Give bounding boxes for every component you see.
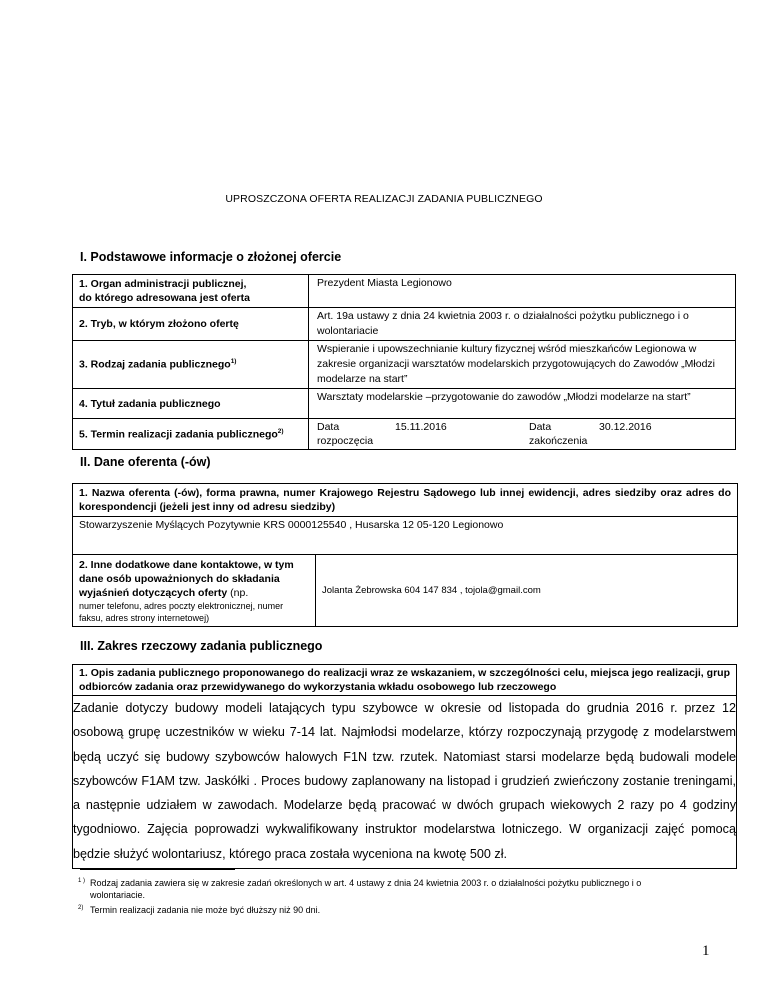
footnote-ref-1: 1) — [230, 358, 237, 366]
mode-value: Art. 19a ustawy z dnia 24 kwietnia 2003 r. o działalności pożytku publicznego i o wolontariacie — [309, 308, 736, 341]
term-dates — [309, 419, 736, 450]
footnote-1 — [78, 877, 690, 901]
mode-label: 2. Tryb, w którym złożono ofertę — [73, 308, 309, 341]
footnote-ref-2: 2) — [277, 427, 284, 435]
contact-value: Jolanta Żebrowska 604 147 834 , tojola@gmail.com — [316, 555, 738, 627]
start-date-value: 15.11.2016 — [395, 421, 447, 433]
contact-label — [73, 555, 316, 627]
task-type-label — [73, 341, 309, 389]
task-type-value: Wspieranie i upowszechnianie kultury fizycznej wśród mieszkańców Legionowa w zakresie organizacji warsztatów modelarskich przygotowujących do Zawodów „Młodzi modelarze na start” — [309, 341, 736, 389]
applicant-name-value: Stowarzyszenie Myślących Pozytywnie KRS 0000125540 , Husarska 12 05-120 Legionowo — [73, 517, 738, 555]
section-3-heading: III. Zakres rzeczowy zadania publicznego — [80, 639, 323, 653]
footnote-rule — [80, 869, 235, 870]
footnote-1-text: Rodzaj zadania zawiera się w zakresie zadań określonych w art. 4 ustawy z dnia 24 kwietnia 2003 r. o działalności pożytku publicznego i o wolontariacie. — [90, 878, 642, 900]
section-1-heading: I. Podstawowe informacje o złożonej ofercie — [80, 250, 342, 264]
task-title-value: Warsztaty modelarskie –przygotowanie do zawodów „Młodzi modelarze na start” — [309, 389, 736, 419]
task-type-label-text: 3. Rodzaj zadania publicznego — [79, 358, 231, 371]
footnote-2 — [78, 904, 690, 916]
contact-label-small: numer telefonu, adres poczty elektronicznej, numer faksu, adres strony internetowej) — [79, 601, 284, 623]
organ-label: 1. Organ administracji publicznej, do którego adresowana jest oferta — [73, 275, 309, 308]
task-title-label: 4. Tytuł zadania publicznego — [73, 389, 309, 419]
scope-table — [72, 664, 737, 869]
footnote-2-text: Termin realizacji zadania nie może być dłuższy niż 90 dni. — [90, 905, 321, 915]
page-number: 1 — [702, 943, 710, 959]
applicant-table — [72, 483, 738, 627]
basic-info-table — [72, 274, 736, 450]
organ-value: Prezydent Miasta Legionowo — [309, 275, 736, 308]
description-header: 1. Opis zadania publicznego proponowanego do realizacji wraz ze wskazaniem, w szczególności celu, miejsca jego realizacji, grup odbiorców zadania oraz przewidywanego do wykorzystania wkładu osobowego lub rzeczowego — [73, 665, 737, 696]
applicant-name-header: 1. Nazwa oferenta (-ów), forma prawna, numer Krajowego Rejestru Sądowego lub innej ewidencji, adres siedziby oraz adres do korespondencji (jeżeli jest inny od adresu siedziby) — [73, 484, 738, 517]
term-label-text: 5. Termin realizacji zadania publicznego — [79, 428, 278, 441]
contact-label-bold: 2. Inne dodatkowe dane kontaktowe, w tym dane osób upoważnionych do składania wyjaśnień dotyczących oferty — [79, 559, 294, 599]
section-2-heading: II. Dane oferenta (-ów) — [80, 455, 211, 469]
start-date-label: Data rozpoczęcia — [317, 421, 374, 447]
end-date-value: 30.12.2016 — [599, 421, 652, 433]
term-label — [73, 419, 309, 450]
footnote-1-mark: 1 ) — [78, 878, 86, 884]
end-date-label: Data zakończenia — [529, 421, 588, 447]
footnote-2-mark: 2) — [78, 905, 84, 911]
contact-label-paren: (np. — [230, 587, 249, 599]
document-title: UPROSZCZONA OFERTA REALIZACJI ZADANIA PUBLICZNEGO — [225, 193, 543, 205]
description-body: Zadanie dotyczy budowy modeli latających typu szybowce w okresie od listopada do grudnia 2016 r. przez 12 osobową grupę uczestników w wieku 7-14 lat. Najmłodsi modelarze, którzy rozpoczynają przygodę z modelarstwem będą uczyć się budowy szybowców halowych F1N tzw. rzutek. Natomiast starsi modelarze będą budowali modele szybowców F1AM tzw. Jaskółki . Proces budowy zaplanowany na listopad i grudzień zwieńczony zostanie treningami, a następnie udziałem w zawodach. Modelarze będą pracować w dwóch grupach wiekowych 2 razy po 4 godziny tygodniowo. Zajęcia poprowadzi wykwalifikowany instruktor modelarstwa lotniczego. W organizacji zajęć pomocą będzie służyć wolontariusz, którego praca została wyceniona na kwotę 500 zł. — [73, 696, 737, 869]
